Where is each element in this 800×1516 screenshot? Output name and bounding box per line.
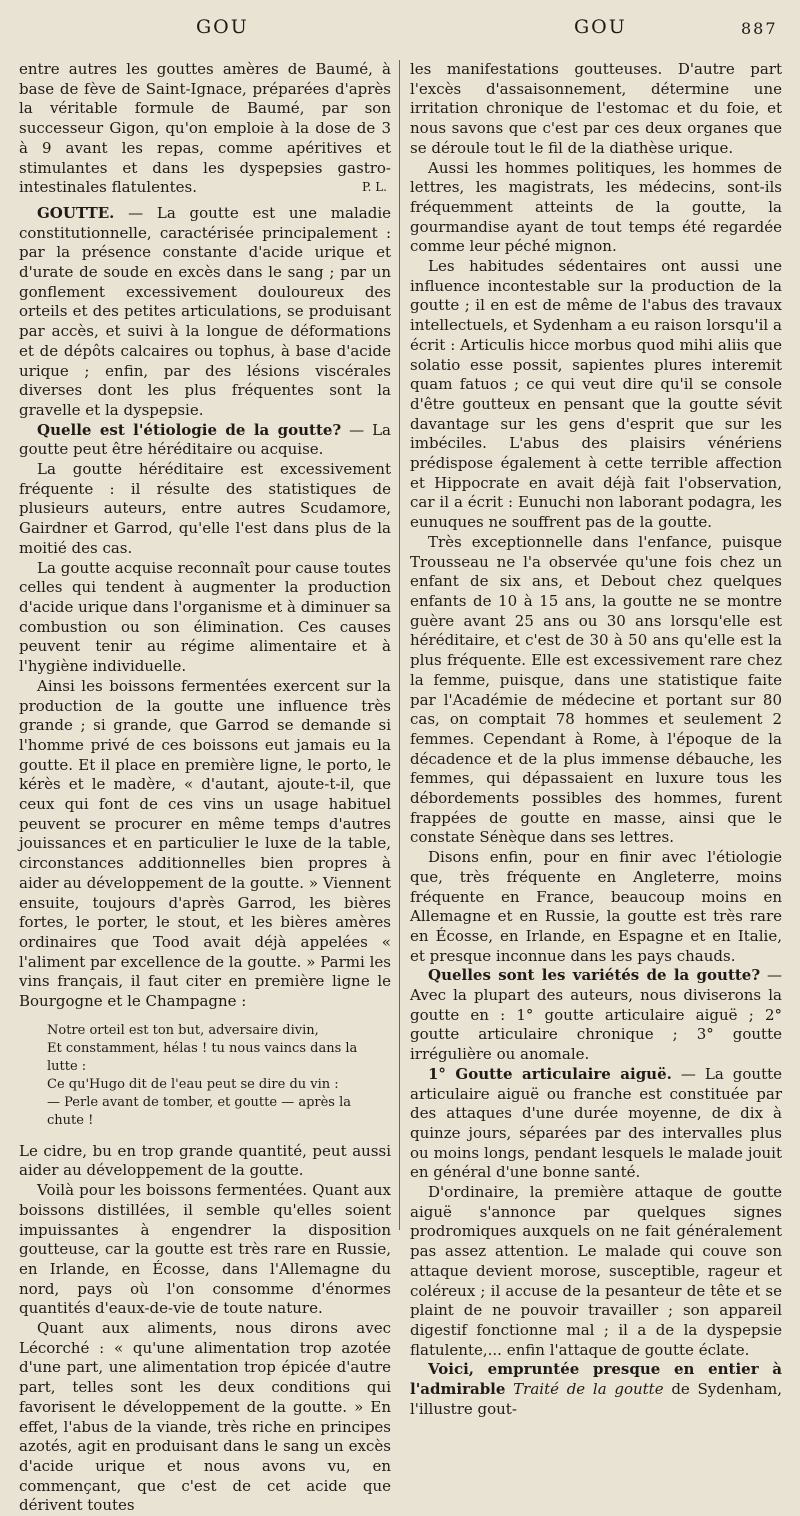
- header-left-word: GOU: [196, 16, 249, 38]
- question-heading: Quelle est l'étiologie de la goutte?: [37, 420, 342, 439]
- paragraph-text: entre autres les gouttes amères de Baumé, à base de fève de Saint-Ignace, préparées d'après la véritable formule de Baumé, par son successeur Gigon, qu'on emploie à la dose de 3 à 9 avant les repas, comme apéritives et stimulantes et dans les dyspepsies gastro-intestinales flatulentes.: [19, 60, 391, 197]
- bold-phrase: Voici, empruntée presque en entier à l'admirable: [410, 1360, 782, 1399]
- paragraph-text: — La goutte articulaire aiguë ou franche est constituée par des attaques d'une durée moyenne, de dix à quinze jours, séparées par des intervalles plus ou moins longs, pendant lesquels le malade jouit en général d'une bonne santé.: [410, 1064, 782, 1182]
- paragraph: Disons enfin, pour en finir avec l'étiologie que, très fréquente en Angleterre, moins fréquente en France, beaucoup moins en Allemagne et en Russie, la goutte est très rare en Écosse, en Irlande, en Espagne et en Italie, et presque inconnue dans les pays chauds.: [410, 848, 782, 965]
- poem-line: Notre orteil est ton but, adversaire divin,: [47, 1022, 319, 1038]
- right-column: [410, 60, 782, 1420]
- running-header: [0, 16, 800, 46]
- column-divider: [399, 60, 400, 1230]
- poem-line: Ce qu'Hugo dit de l'eau peut se dire du vin :: [47, 1076, 339, 1092]
- entry-paragraph: [19, 204, 391, 421]
- paragraph: les manifestations goutteuses. D'autre part l'excès d'assaisonnement, détermine une irritation chronique de l'estomac et du foie, et nous savons que c'est par ces deux organes que se déroule tout le fil de la diathèse urique.: [410, 60, 782, 157]
- paragraph: [410, 1360, 782, 1419]
- author-signature: P. L.: [361, 180, 387, 195]
- paragraph: La goutte acquise reconnaît pour cause toutes celles qui tendent à augmenter la production d'acide urique dans l'organisme et à diminuer sa combustion ou son élimination. Ces causes peuvent tenir au régime alimentaire et à l'hygiène individuelle.: [19, 558, 391, 676]
- paragraph: Le cidre, bu en trop grande quantité, peut aussi aider au développement de la goutte.: [19, 1141, 391, 1180]
- question-paragraph: [19, 421, 391, 460]
- section-paragraph: [410, 1065, 782, 1183]
- paragraph-text: — La goutte peut être héréditaire ou acquise.: [19, 420, 391, 459]
- poem-line: Et constamment, hélas ! tu nous vaincs dans la lutte :: [47, 1040, 358, 1074]
- section-heading: 1° Goutte articulaire aiguë.: [428, 1064, 672, 1083]
- poem-quote: [47, 1022, 391, 1130]
- question-heading: Quelles sont les variétés de la goutte?: [428, 966, 761, 985]
- paragraph-text: — Avec la plupart des auteurs, nous diviserons la goutte en : 1° goutte articulaire aiguë ; 2° goutte articulaire chronique ; 3° goutte irrégulière ou anomale.: [410, 966, 782, 1064]
- paragraph: Quant aux aliments, nous dirons avec Lécorché : « qu'une alimentation trop azotée d'une part, une alimentation trop épicée d'autre part, telles sont les deux conditions qui favorisent le développement de la goutte. » En effet, l'abus de la viande, très riche en principes azotés, agit en produisant dans le sang un excès d'acide urique et nous avons vu, en commençant, que c'est de cet acide que dérivent toutes: [19, 1319, 391, 1515]
- header-right-word: GOU: [574, 16, 627, 38]
- paragraph: Les habitudes sédentaires ont aussi une influence incontestable sur la production de la goutte ; il en est de même de l'abus des travaux intellectuels, et Sydenham a eu raison lorsqu'il a écrit : Articulis hicce morbus quod mihi aliis que solatio esse possit, sapientes plures interemit quam fatuos ; ce qui veut dire qu'il se console d'être goutteux en pensant que la goutte sévit davantage sur les gens d'esprit que sur les imbéciles. L'abus des plaisirs vénériens prédispose également à cette terrible affection et Hippocrate en avait déjà fait l'observation, car il a écrit : Eunuchi non laborant podagra, les eunuques ne souffrent pas de la goutte.: [410, 257, 782, 532]
- paragraph: [19, 60, 391, 198]
- paragraph: Ainsi les boissons fermentées exercent sur la production de la goutte une influence très grande ; si grande, que Garrod se demande si l'homme privé de ces boissons eut jamais eu la goutte. Et il place en première ligne, le porto, le kérès et le madère, « d'autant, ajoute-t-il, que ceux qui font de ces vins un usage habituel peuvent se procurer en même temps d'autres jouissances et en particulier le luxe de la table, circonstances additionnelles bien propres à aider au développement de la goutte. » Viennent ensuite, toujours d'après Garrod, les bières fortes, le porter, le stout, et les bières amères ordinaires que Tood avait déjà appelées « l'aliment par excellence de la goutte. » Parmi les vins français, il faut citer en première ligne le Bourgogne et le Champagne :: [19, 676, 391, 1011]
- paragraph: Aussi les hommes politiques, les hommes de lettres, les magistrats, les médecins, sont-ils fréquemment atteints de la goutte, la gourmandise ayant de tout temps été regardée comme leur péché mignon.: [410, 158, 782, 256]
- paragraph-text: de Sydenham, l'illustre gout-: [410, 1380, 782, 1418]
- entry-title: GOUTTE.: [37, 203, 115, 222]
- left-column: [19, 60, 391, 1516]
- paragraph: Très exceptionnelle dans l'enfance, puisque Trousseau ne l'a observée qu'une fois chez un enfant de six ans, et Debout chez quelques enfants de 10 à 15 ans, la goutte ne se montre guère avant 25 ans ou 30 ans lorsqu'elle est héréditaire, et c'est de 30 à 50 ans qu'elle est la plus fréquente. Elle est excessivement rare chez la femme, puisque, dans une statistique faite par l'Académie de médecine et portant sur 80 cas, on comptait 78 hommes et seulement 2 femmes. Cependant à Rome, à l'époque de la décadence et de la plus immense débauche, les femmes, qui dépassaient en luxure tous les débordements possibles des hommes, furent frappées de goutte en masse, ainsi que le constate Sénèque dans ses lettres.: [410, 532, 782, 847]
- paragraph: La goutte héréditaire est excessivement fréquente : il résulte des statistiques de plusieurs auteurs, entre autres Scudamore, Gairdner et Garrod, qu'elle l'est dans plus de la moitié des cas.: [19, 460, 391, 557]
- book-title: Traité de la goutte: [513, 1380, 664, 1399]
- paragraph-text: — La goutte est une maladie constitutionnelle, caractérisée principalement : par la présence constante d'acide urique et d'urate de soude en excès dans le sang ; par un gonflement excessivement douloureux des orteils et des petites articulations, se produisant par accès, et suivi à la longue de déformations et de dépôts calcaires ou tophus, à base d'acide urique ; enfin, par des lésions viscérales diverses dont les plus fréquentes sont la gravelle et la dyspepsie.: [19, 203, 391, 419]
- paragraph: D'ordinaire, la première attaque de goutte aiguë s'annonce par quelques signes prodromiques auxquels on ne fait généralement pas assez attention. Le malade qui couve son attaque devient morose, susceptible, rageur et coléreux ; il accuse de la pesanteur de tête et se plaint de ne pouvoir travailler ; son appareil digestif fonctionne mal ; il a de la dyspepsie flatulente,... enfin l'attaque de goutte éclate.: [410, 1183, 782, 1359]
- paragraph: Voilà pour les boissons fermentées. Quant aux boissons distillées, il semble qu'elles soient impuissantes à engendrer la disposition goutteuse, car la goutte est très rare en Russie, en Irlande, en Écosse, dans l'Allemagne du nord, pays où l'on consomme d'énormes quantités d'eaux-de-vie de toute nature.: [19, 1181, 391, 1318]
- page-number: 887: [741, 19, 778, 38]
- poem-line: — Perle avant de tomber, et goutte — après la chute !: [47, 1094, 352, 1128]
- question-paragraph: [410, 966, 782, 1065]
